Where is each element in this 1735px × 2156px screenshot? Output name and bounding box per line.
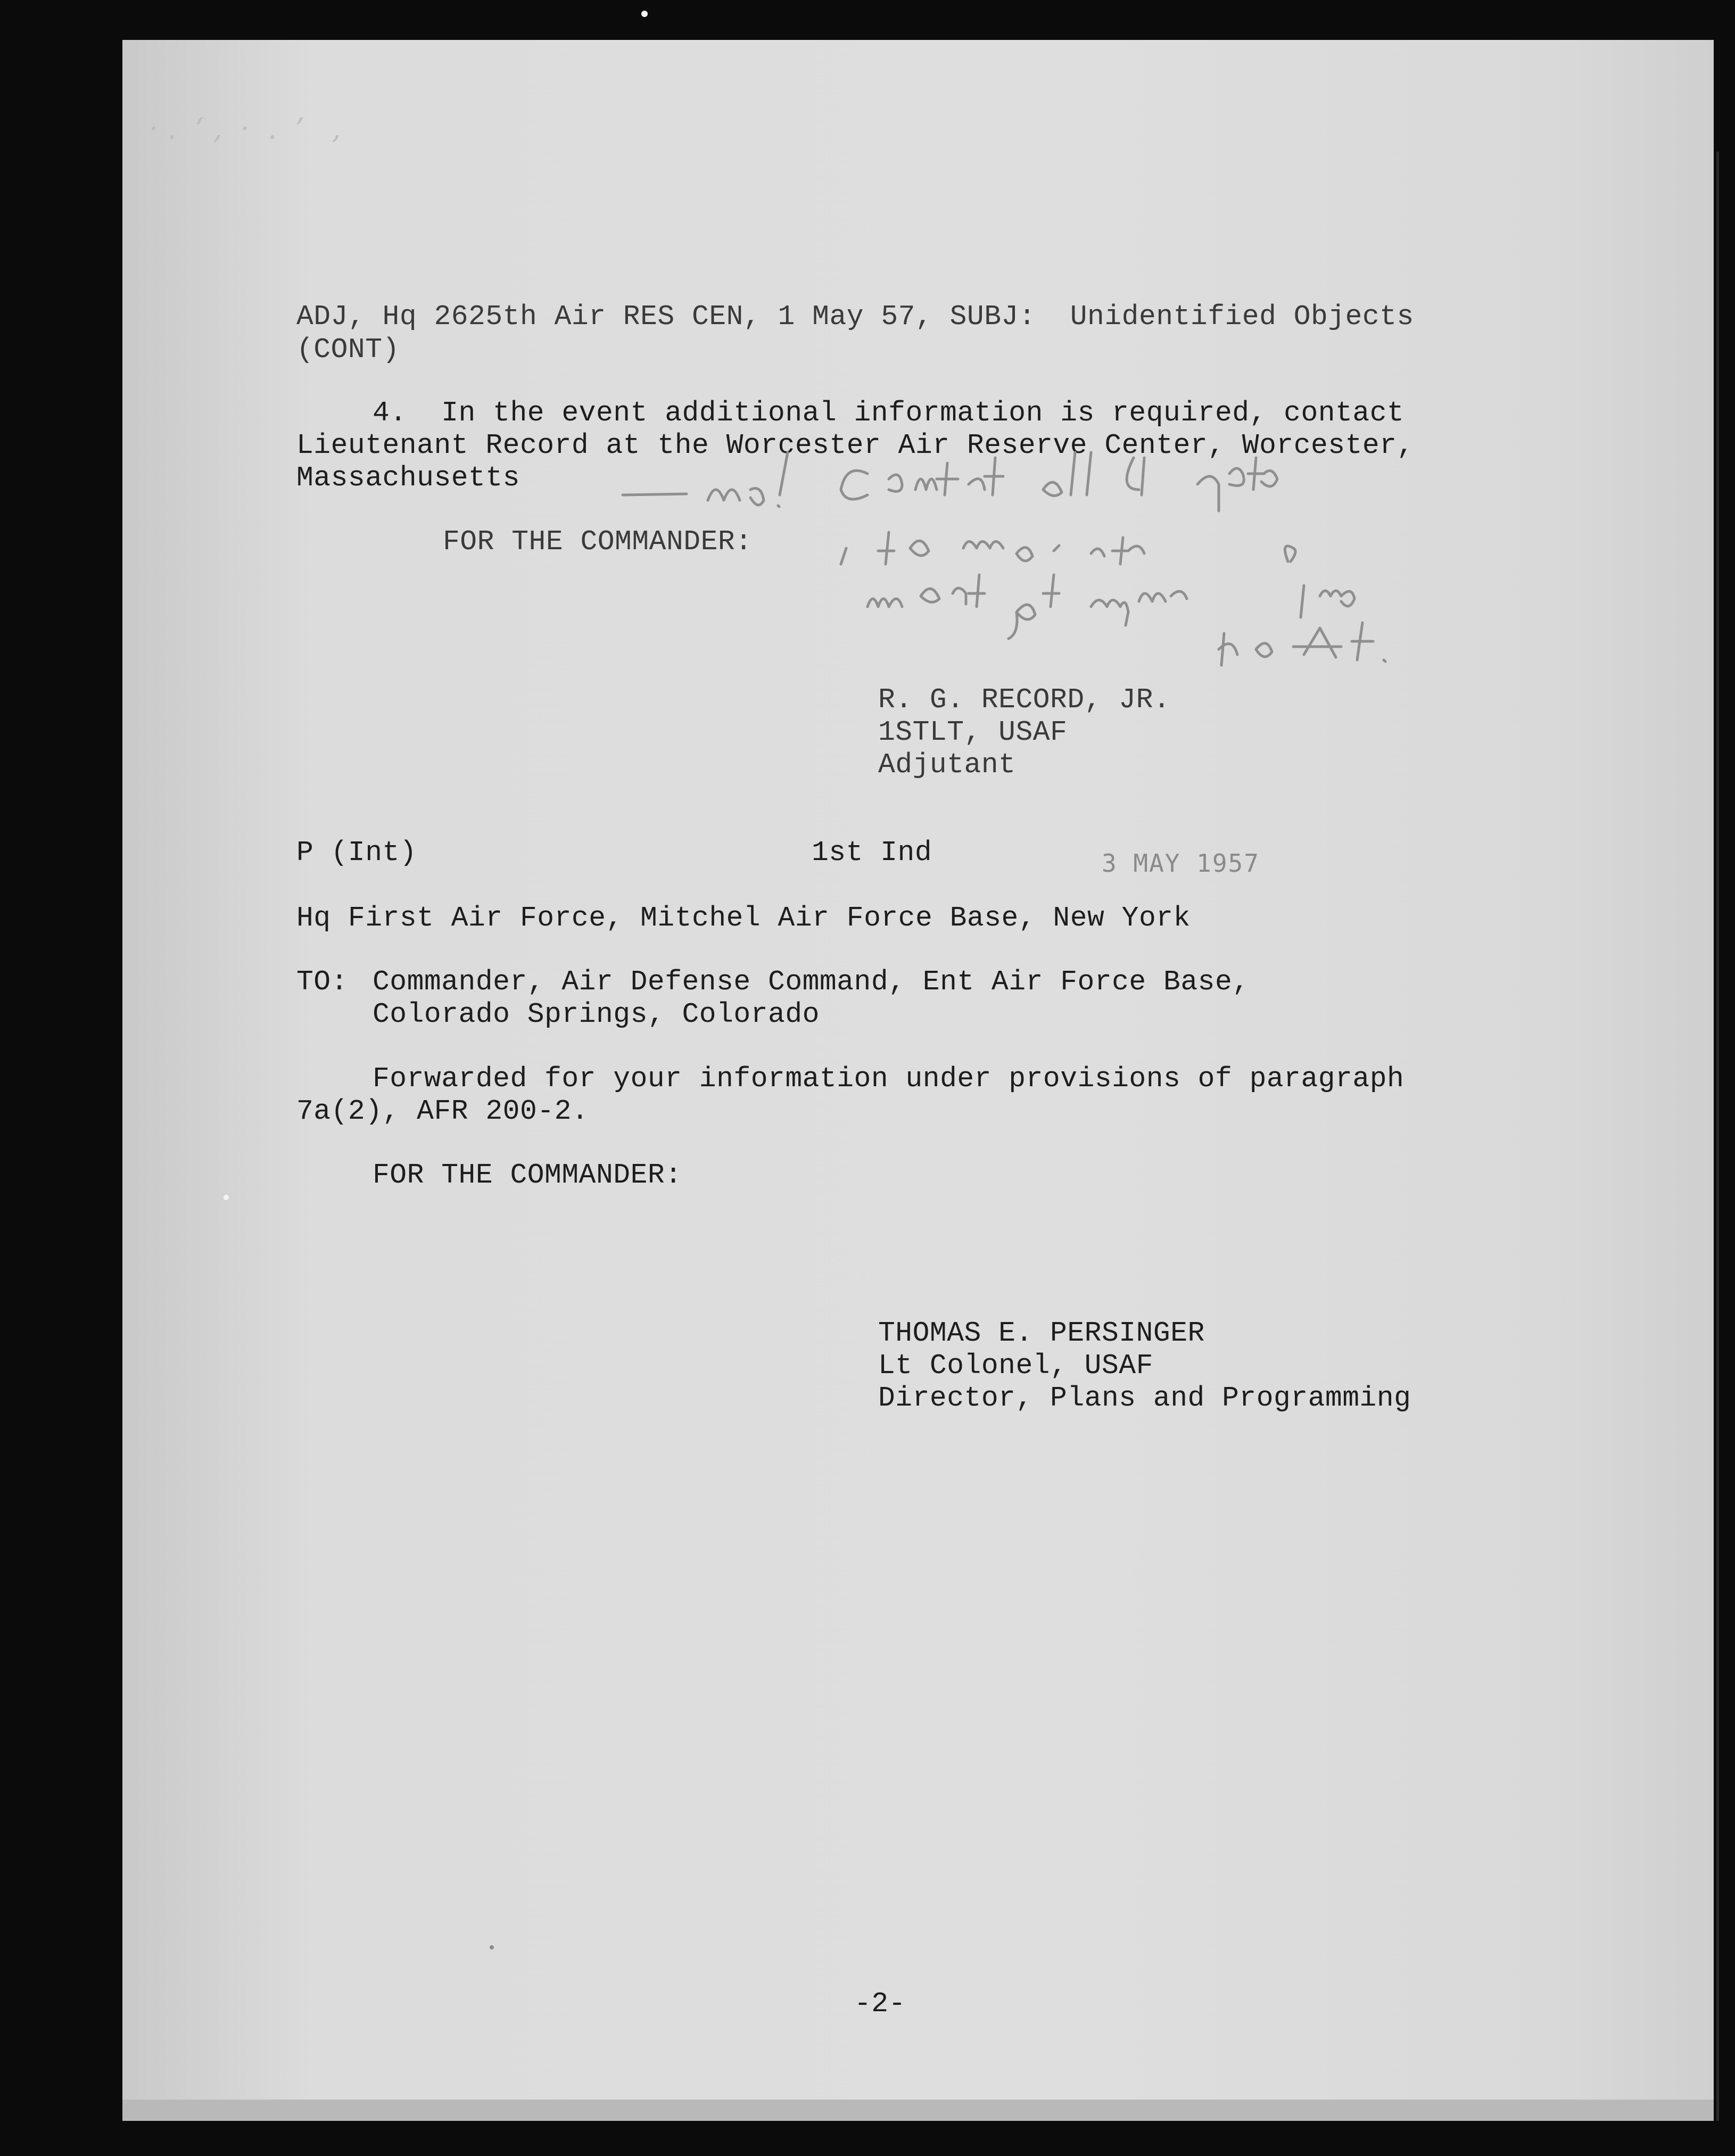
signature-2-title: Director, Plans and Programming [878,1382,1411,1414]
signature-2-rank: Lt Colonel, USAF [878,1350,1153,1382]
handwriting-drawing [612,436,1597,703]
signature-1-title: Adjutant [878,749,1016,781]
speck [490,1945,494,1950]
reference-cont: (CONT) [296,334,400,366]
indorsement-label: 1st Ind [812,837,932,869]
closing-for-commander-2: FOR THE COMMANDER: [373,1159,682,1191]
speck [641,11,648,17]
indorsement-office: P (Int) [296,837,417,869]
handwritten-annotation [612,436,1597,703]
paragraph-4-line-2: Lieutenant Record at the Worcester Air Reserve Center, Worcester, [296,429,1414,461]
paragraph-4-line-3: Massachusetts [296,462,520,494]
signature-1-rank: 1STLT, USAF [878,716,1068,748]
indorsement-body-line-2: 7a(2), AFR 200-2. [296,1095,589,1127]
page-bottom-band [122,2100,1714,2121]
signature-2-name: THOMAS E. PERSINGER [878,1317,1205,1349]
closing-for-commander-1: FOR THE COMMANDER: [443,526,753,558]
faint-top-marks: · . ‘ , · . ’ , [149,112,341,145]
indorsement-from: Hq First Air Force, Mitchel Air Force Base, New York [296,902,1191,934]
page-edge-rule [1716,152,1719,2121]
speck [224,1195,229,1200]
paragraph-4-line-1: 4. In the event additional information is required, contact [373,397,1404,429]
indorsement-body-line-1: Forwarded for your information under provisions of paragraph [373,1063,1404,1095]
date-stamp: 3 MAY 1957 [1102,849,1260,878]
signature-1-name: R. G. RECORD, JR. [878,684,1171,716]
page-number: -2- [854,1988,906,2020]
indorsement-to-label: TO: [296,966,348,998]
indorsement-to-line-1: Commander, Air Defense Command, Ent Air Force Base, [373,966,1250,998]
indorsement-to-line-2: Colorado Springs, Colorado [373,998,820,1030]
reference-line: ADJ, Hq 2625th Air RES CEN, 1 May 57, SUBJ: Unidentified Objects [296,301,1414,333]
